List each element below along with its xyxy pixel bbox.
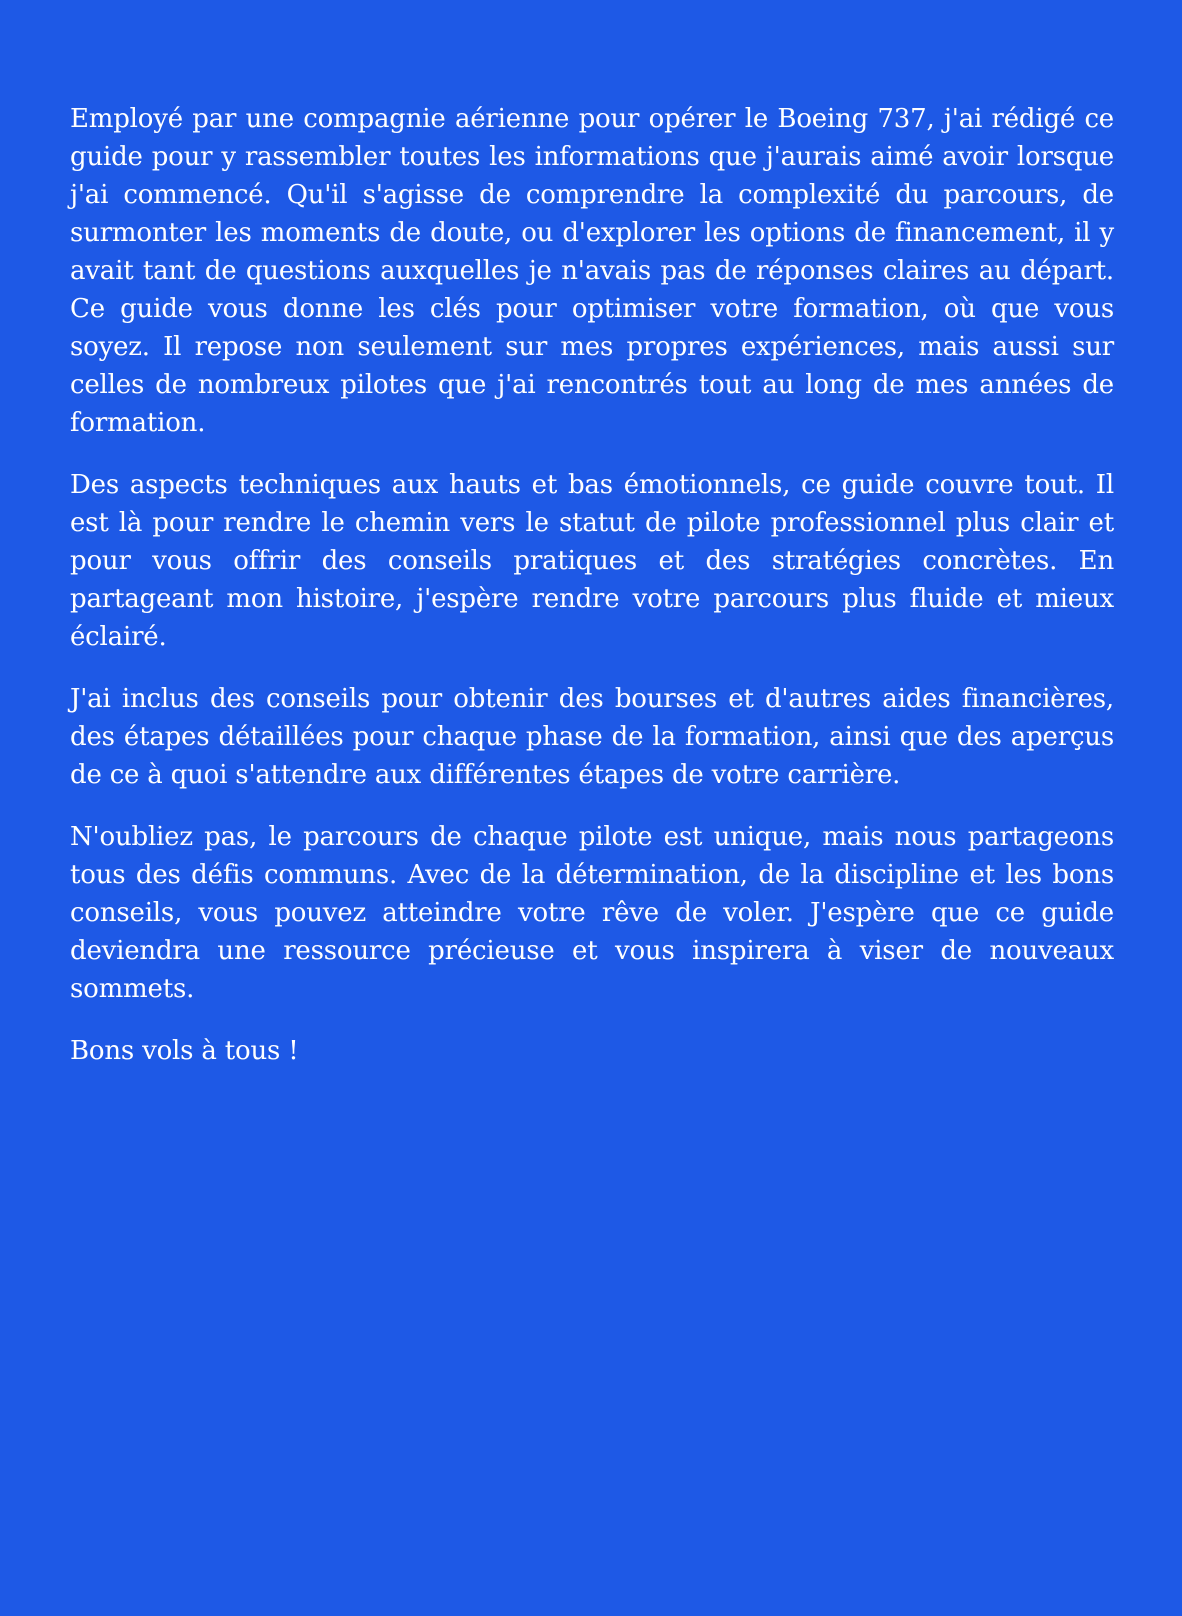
paragraph-scope: Des aspects techniques aux hauts et bas émotionnels, ce guide couvre tout. Il est là pour rendre le chemin vers le statut de pilote professionnel plus clair et pour vous offrir des conseils pratiques et des stratégies concrètes. En partageant mon histoire, j'espère rendre votre parcours plus fluide et mieux éclairé. — [70, 470, 1114, 652]
paragraph-encouragement: N'oubliez pas, le parcours de chaque pilote est unique, mais nous partageons tous des défis communs. Avec de la détermination, de la discipline et les bons conseils, vous pouvez atteindre votre rêve de voler. J'espère que ce guide deviendra une ressource précieuse et vous inspirera à viser de nouveaux sommets. — [70, 822, 1114, 1004]
paragraph-contents: J'ai inclus des conseils pour obtenir des bourses et d'autres aides financières, des étapes détaillées pour chaque phase de la formation, ainsi que des aperçus de ce à quoi s'attendre aux différentes étapes de votre carrière. — [70, 684, 1114, 790]
paragraph-intro: Employé par une compagnie aérienne pour opérer le Boeing 737, j'ai rédigé ce guide pour y rassembler toutes les informations que j'aurais aimé avoir lorsque j'ai commencé. Qu'il s'agisse de comprendre la complexité du parcours, de surmonter les moments de doute, ou d'explorer les options de financement, il y avait tant de questions auxquelles je n'avais pas de réponses claires au départ. Ce guide vous donne les clés pour optimiser votre formation, où que vous soyez. Il repose non seulement sur mes propres expériences, mais aussi sur celles de nombreux pilotes que j'ai rencontrés tout au long de mes années de formation. — [70, 104, 1114, 438]
paragraph-closing: Bons vols à tous ! — [70, 1036, 299, 1066]
